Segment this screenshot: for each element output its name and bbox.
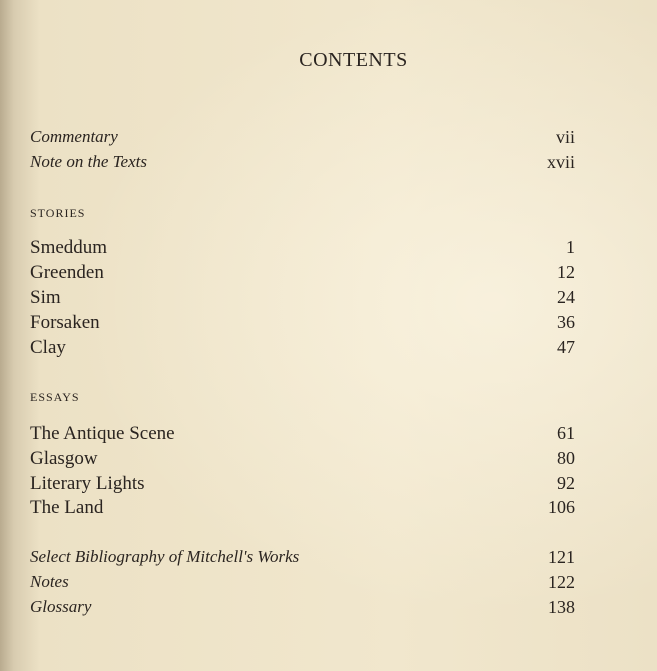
toc-entry-page: 12 [557, 262, 575, 282]
toc-entry-bibliography [30, 547, 575, 571]
toc-entry-page: 1 [566, 237, 575, 257]
toc-entry-title: Glasgow [30, 448, 98, 469]
toc-entry-title: Clay [30, 337, 66, 358]
toc-entry-title: Glossary [30, 597, 92, 616]
toc-entry-page: 61 [557, 423, 575, 443]
page-title: CONTENTS [299, 49, 408, 71]
toc-entry-title: Select Bibliography of Mitchell's Works [30, 547, 300, 566]
toc-entry-title: Smeddum [30, 237, 108, 258]
toc-entry-title: Greenden [30, 262, 104, 283]
toc-entry-page: 92 [557, 473, 575, 493]
toc-entry-page: xvii [546, 152, 575, 172]
toc-entry-page: 36 [557, 312, 575, 332]
toc-entry-title: Note on the Texts [30, 152, 147, 171]
toc-entry-commentary [30, 127, 575, 151]
toc-entry-page: vii [555, 127, 575, 147]
toc-entry-glasgow [30, 448, 575, 472]
toc-entry-sim [30, 287, 575, 311]
toc-entry-note-on-texts [30, 152, 575, 176]
toc-entry-greenden [30, 262, 575, 286]
toc-entry-title: Notes [30, 572, 69, 591]
toc-entry-page: 47 [557, 337, 575, 357]
toc-entry-title: Forsaken [30, 312, 100, 333]
toc-entry-page: 80 [557, 448, 575, 468]
toc-entry-glossary [30, 597, 575, 621]
toc-entry-title: Sim [30, 287, 61, 308]
toc-entry-antique-scene [30, 423, 575, 447]
toc-entry-page: 122 [548, 572, 575, 592]
toc-entry-page: 24 [557, 287, 575, 307]
toc-entry-clay [30, 337, 575, 361]
section-heading-stories: STORIES [30, 206, 86, 220]
toc-entry-forsaken [30, 312, 575, 336]
section-heading-essays: ESSAYS [30, 390, 80, 404]
toc-entry-smeddum [30, 237, 575, 261]
toc-entry-literary-lights [30, 473, 575, 497]
toc-entry-title: Commentary [30, 127, 118, 146]
toc-entry-notes [30, 572, 575, 596]
toc-entry-title: The Land [30, 497, 104, 518]
toc-entry-page: 121 [548, 547, 575, 567]
toc-entry-page: 138 [548, 597, 575, 617]
toc-entry-page: 106 [548, 497, 575, 517]
toc-entry-title: Literary Lights [30, 473, 145, 494]
toc-entry-the-land [30, 497, 575, 521]
toc-entry-title: The Antique Scene [30, 423, 175, 444]
